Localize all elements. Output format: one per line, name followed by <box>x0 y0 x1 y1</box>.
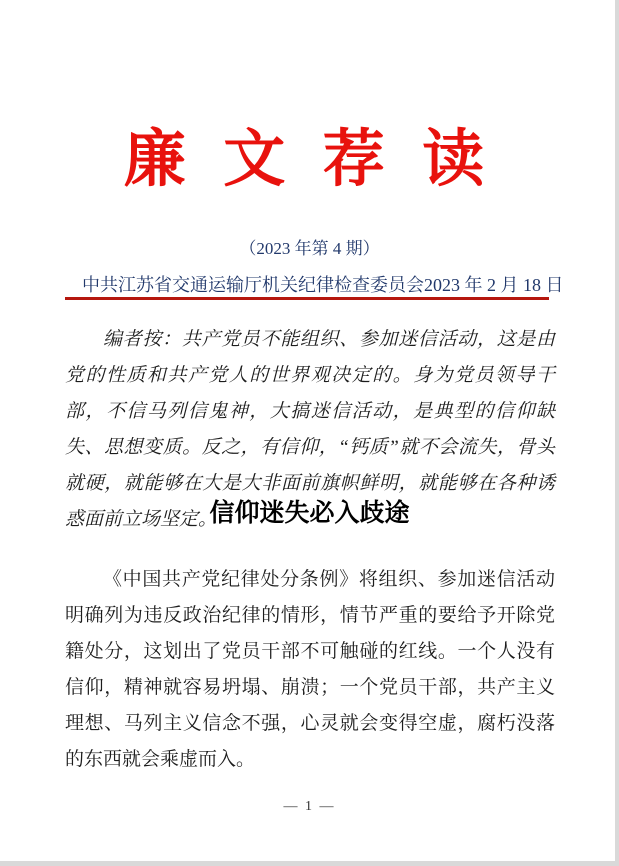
page-edge-bottom <box>0 861 619 866</box>
issue-number-line: （2023 年第 4 期） <box>239 239 380 258</box>
article-body-paragraph: 《中国共产党纪律处分条例》将组织、参加迷信活动明确列为违反政治纪律的情形，情节严重的要给予开除党籍处分，这划出了党员干部不可触碰的红线。一个人没有信仰，精神就容易坍塌、崩溃；一个党员干部，共产主义理想、马列主义信念不强，心灵就会变得空虚，腐朽没落的东西就会乘虚而入。 <box>65 569 555 770</box>
publication-date: 2023 年 2 月 18 日 <box>424 275 564 295</box>
article-title: 信仰迷失必入歧途 <box>209 500 410 527</box>
page-number: — 1 — <box>283 799 336 814</box>
page-edge-right <box>615 0 619 866</box>
publisher-name: 中共江苏省交通运输厅机关纪律检查委员会 <box>82 275 424 295</box>
header-rule-divider <box>65 297 549 300</box>
masthead-title: 廉 文 荐 读 <box>123 126 496 194</box>
editor-note-paragraph: 编者按：共产党员不能组织、参加迷信活动，这是由党的性质和共产党人的世界观决定的。身为党员领导干部，不信马列信鬼神，大搞迷信活动，是典型的信仰缺失、思想变质。反之，有信仰，“钙质”就不会流失，骨头就硬，就能够在大是大非面前旗帜鲜明，就能够在各种诱惑面前立场坚定。 <box>65 329 555 530</box>
publisher-date-row <box>65 272 564 298</box>
